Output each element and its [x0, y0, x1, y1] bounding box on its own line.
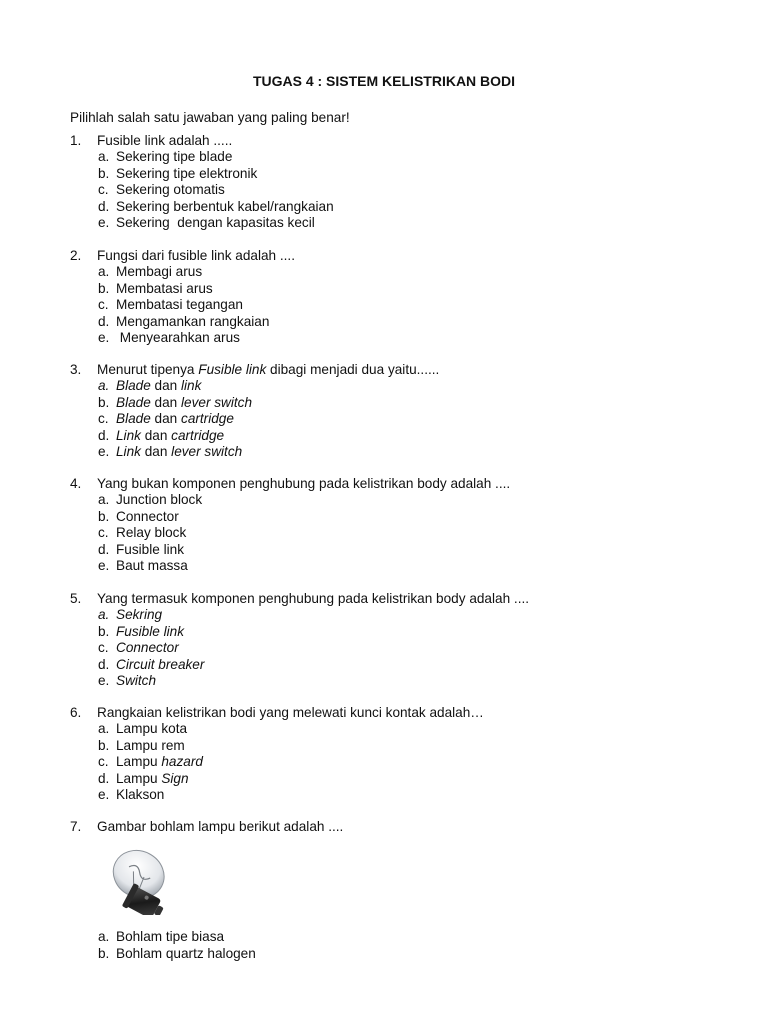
option-letter: b. [98, 280, 110, 296]
question-number: 1. [70, 133, 82, 148]
answer-option [70, 558, 730, 574]
option-letter: d. [98, 198, 110, 214]
question-number: 6. [70, 705, 82, 720]
option-text: Menyearahkan arus [116, 329, 240, 345]
option-text: link [181, 378, 202, 394]
option-text: Bohlam tipe biasa [116, 929, 225, 945]
answer-option [70, 754, 730, 770]
option-text: Sekering tipe blade [116, 149, 233, 165]
question-text-part: Yang bukan komponen penghubung pada kelistrikan body adalah .... [97, 476, 511, 491]
option-text: Switch [116, 672, 157, 688]
answer-option [70, 182, 730, 198]
option-text: Membatasi tegangan [116, 297, 243, 313]
answer-option [70, 492, 730, 508]
answer-option [70, 624, 730, 640]
option-text: Mengamankan rangkaian [116, 313, 270, 329]
option-letter: e. [98, 214, 110, 230]
option-text: Baut massa [116, 557, 188, 573]
question-text [70, 248, 730, 264]
answer-option [70, 281, 730, 297]
option-text: Lampu [116, 770, 162, 786]
answer-option [70, 946, 730, 962]
option-text: Fusible link [116, 623, 184, 639]
question-text-part: dibagi menjadi dua yaitu...... [266, 362, 440, 377]
question-5 [70, 591, 730, 689]
option-text: Lampu kota [116, 721, 188, 737]
question-text [70, 705, 730, 721]
option-text: Link [116, 443, 141, 459]
option-letter: e. [98, 786, 110, 802]
option-letter: a. [98, 378, 110, 394]
option-text: Bohlam quartz halogen [116, 945, 256, 961]
question-7 [70, 819, 730, 962]
option-text: Blade [116, 378, 151, 394]
option-letter: b. [98, 165, 110, 181]
option-text: Connector [116, 508, 179, 524]
option-letter: d. [98, 656, 110, 672]
question-3 [70, 362, 730, 460]
option-text: Lampu [116, 754, 162, 770]
question-number: 4. [70, 476, 82, 491]
option-text: lever switch [171, 443, 243, 459]
option-text: Membagi arus [116, 264, 203, 280]
option-letter: a. [98, 264, 110, 280]
option-text: Sekring [116, 607, 163, 623]
question-text-part: Yang termasuk komponen penghubung pada kelistrikan body adalah .... [97, 591, 530, 606]
question-text [70, 133, 730, 149]
answer-option [70, 314, 730, 330]
option-text: Blade [116, 394, 151, 410]
question-number: 7. [70, 819, 82, 834]
option-text: Fusible link [116, 541, 184, 557]
instruction-text: Pilihlah salah satu jawaban yang paling benar! [70, 110, 350, 125]
question-text [70, 819, 730, 835]
option-text: Sekering tipe elektronik [116, 165, 258, 181]
option-text: Connector [116, 640, 179, 656]
option-letter: e. [98, 672, 110, 688]
answer-option [70, 721, 730, 737]
question-6 [70, 705, 730, 803]
option-text: dan [150, 394, 182, 410]
question-text-part: Fusible link adalah ..... [97, 133, 233, 148]
option-text: Junction block [116, 492, 203, 508]
option-text: Sign [161, 770, 189, 786]
question-number: 5. [70, 591, 82, 606]
answer-option [70, 149, 730, 165]
answer-option [70, 215, 730, 231]
answer-option [70, 264, 730, 280]
option-text: Sekering otomatis [116, 182, 225, 198]
option-letter: b. [98, 623, 110, 639]
option-letter: e. [98, 557, 110, 573]
option-text: cartridge [181, 411, 234, 427]
option-text: Sekering berbentuk kabel/rangkaian [116, 198, 334, 214]
question-text-part: Fusible link [198, 362, 267, 377]
option-letter: b. [98, 737, 110, 753]
question-number: 2. [70, 248, 82, 263]
answer-option [70, 771, 730, 787]
answer-option [70, 199, 730, 215]
option-letter: d. [98, 313, 110, 329]
question-text-part: Rangkaian kelistrikan bodi yang melewati kunci kontak adalah… [97, 705, 484, 720]
option-text: cartridge [171, 427, 225, 443]
answer-option [70, 395, 730, 411]
question-text-part: Gambar bohlam lampu berikut adalah .... [97, 819, 344, 834]
option-letter: a. [98, 929, 110, 945]
answer-option [70, 640, 730, 656]
option-text: Lampu rem [116, 737, 185, 753]
answer-option [70, 738, 730, 754]
option-letter: b. [98, 945, 110, 961]
option-text: lever switch [181, 394, 253, 410]
option-text: Blade [116, 411, 151, 427]
option-text: dan [140, 443, 172, 459]
option-text: hazard [161, 754, 203, 770]
option-text: Klakson [116, 786, 165, 802]
question-text-part: Menurut tipenya [97, 362, 199, 377]
option-letter: b. [98, 508, 110, 524]
option-letter: c. [98, 525, 109, 541]
answer-option [70, 542, 730, 558]
question-text-part: Fungsi dari fusible link adalah .... [97, 248, 295, 263]
option-text: Relay block [116, 525, 187, 541]
page-title: TUGAS 4 : SISTEM KELISTRIKAN BODI [252, 73, 516, 89]
answer-option [70, 297, 730, 313]
answer-option [70, 657, 730, 673]
option-letter: a. [98, 149, 110, 165]
answer-option [70, 929, 730, 945]
option-text: dan [150, 411, 182, 427]
answer-option [70, 330, 730, 346]
option-letter: a. [98, 721, 110, 737]
answer-option [70, 428, 730, 444]
bulb-image [100, 847, 186, 915]
option-text: Membatasi arus [116, 280, 213, 296]
option-text: dan [140, 427, 172, 443]
option-letter: c. [98, 411, 109, 427]
answer-option [70, 378, 730, 394]
question-number: 3. [70, 362, 82, 377]
option-letter: e. [98, 443, 110, 459]
option-letter: c. [98, 182, 109, 198]
option-letter: a. [98, 607, 110, 623]
option-letter: c. [98, 297, 109, 313]
answer-option [70, 444, 730, 460]
option-text: Sekering dengan kapasitas kecil [116, 214, 315, 230]
option-text: dan [150, 378, 182, 394]
question-2 [70, 248, 730, 346]
answer-option [70, 411, 730, 427]
option-letter: d. [98, 541, 110, 557]
option-text: Link [116, 427, 141, 443]
question-text [70, 476, 730, 492]
option-letter: c. [98, 754, 109, 770]
option-letter: e. [98, 329, 110, 345]
option-letter: c. [98, 640, 109, 656]
option-letter: b. [98, 394, 110, 410]
answer-option [70, 673, 730, 689]
answer-option [70, 166, 730, 182]
question-text [70, 591, 730, 607]
option-letter: a. [98, 492, 110, 508]
question-4 [70, 476, 730, 574]
answer-option [70, 787, 730, 803]
question-text [70, 362, 730, 378]
answer-option [70, 607, 730, 623]
option-letter: d. [98, 770, 110, 786]
answer-option [70, 525, 730, 541]
option-letter: d. [98, 427, 110, 443]
answer-option [70, 509, 730, 525]
question-1 [70, 133, 730, 231]
option-text: Circuit breaker [116, 656, 205, 672]
